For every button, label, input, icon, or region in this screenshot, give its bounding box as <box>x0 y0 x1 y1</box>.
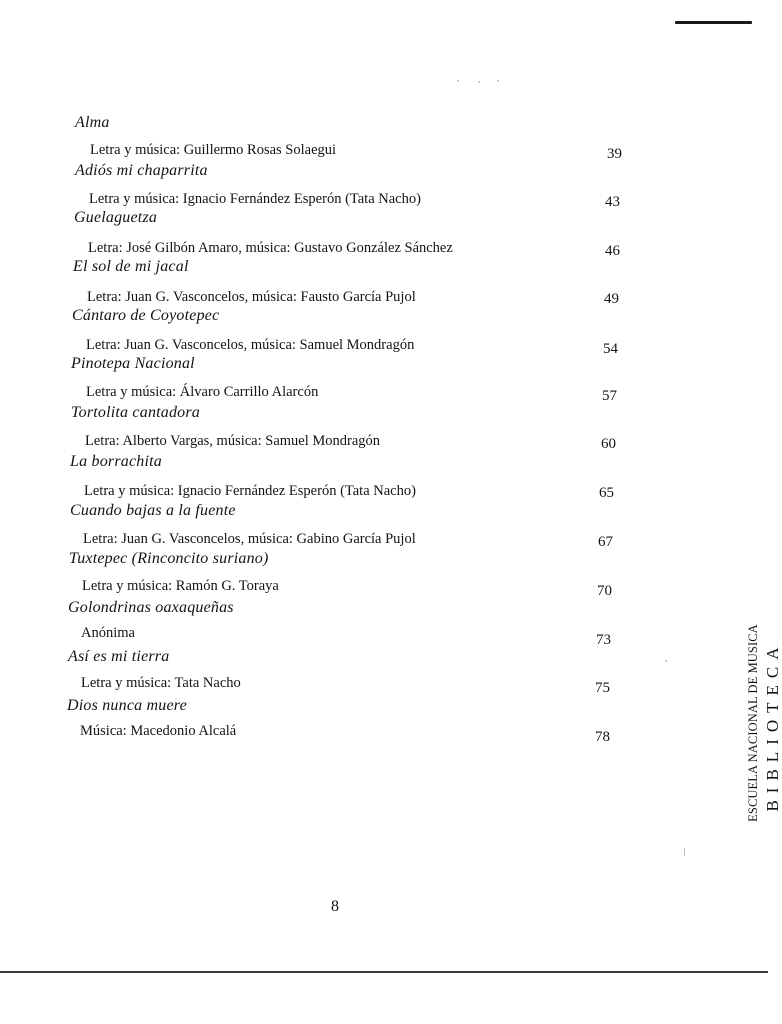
bottom-rule <box>0 971 768 973</box>
stamp-school-name: ESCUELA NACIONAL DE MUSICA <box>746 624 760 822</box>
song-page-number: 46 <box>605 243 620 259</box>
song-page-number: 57 <box>602 388 617 404</box>
song-title: Adiós mi chaparrita <box>75 162 208 179</box>
song-credit: Letra: Alberto Vargas, música: Samuel Mondragón <box>85 433 381 449</box>
song-page-number: 75 <box>595 680 610 696</box>
song-page-number: 54 <box>603 341 618 357</box>
song-title: Alma <box>75 114 110 131</box>
song-credit: Letra: Juan G. Vasconcelos, música: Fausto García Pujol <box>87 289 416 305</box>
song-credit: Letra y música: Álvaro Carrillo Alarcón <box>86 384 319 400</box>
song-page-number: 65 <box>599 485 614 501</box>
song-title: Cántaro de Coyotepec <box>72 307 220 324</box>
song-page-number: 70 <box>597 583 612 599</box>
song-credit: Música: Macedonio Alcalá <box>80 723 237 739</box>
scan-speck <box>478 81 480 83</box>
song-credit: Letra: Juan G. Vasconcelos, música: Gabino García Pujol <box>83 531 416 547</box>
song-title: Pinotepa Nacional <box>71 355 195 372</box>
song-page-number: 60 <box>601 436 616 452</box>
song-credit: Letra y música: Ignacio Fernández Esperón (Tata Nacho) <box>89 191 421 207</box>
song-title: El sol de mi jacal <box>73 258 189 275</box>
song-credit: Anónima <box>81 625 135 641</box>
song-page-number: 49 <box>604 291 619 307</box>
song-credit: Letra: Juan G. Vasconcelos, música: Samuel Mondragón <box>86 337 415 353</box>
scan-speck <box>497 80 499 82</box>
song-title: Guelaguetza <box>74 209 158 226</box>
song-title: Así es mi tierra <box>68 648 170 665</box>
song-page-number: 43 <box>605 194 620 210</box>
scan-speck <box>684 848 685 856</box>
song-title: Cuando bajas a la fuente <box>70 502 236 519</box>
song-title: Dios nunca muere <box>67 697 187 714</box>
song-title: Tuxtepec (Rinconcito suriano) <box>69 550 269 567</box>
song-page-number: 73 <box>596 632 611 648</box>
page-number: 8 <box>331 898 339 915</box>
song-title: Tortolita cantadora <box>71 404 201 421</box>
library-stamp <box>688 600 782 850</box>
song-page-number: 78 <box>595 729 610 745</box>
scan-speck <box>665 660 667 662</box>
song-title: La borrachita <box>70 453 162 470</box>
stamp-library-label: BIBLIOTECA <box>763 640 782 812</box>
song-credit: Letra y música: Ignacio Fernández Esperón (Tata Nacho) <box>84 483 416 499</box>
scan-speck <box>457 80 459 82</box>
song-credit: Letra y música: Ramón G. Toraya <box>82 578 279 594</box>
song-credit: Letra y música: Tata Nacho <box>81 675 241 691</box>
song-page-number: 39 <box>607 146 622 162</box>
song-credit: Letra y música: Guillermo Rosas Solaegui <box>90 142 337 158</box>
song-page-number: 67 <box>598 534 613 550</box>
song-title: Golondrinas oaxaqueñas <box>68 599 234 616</box>
song-credit: Letra: José Gilbón Amaro, música: Gustavo González Sánchez <box>88 240 453 256</box>
